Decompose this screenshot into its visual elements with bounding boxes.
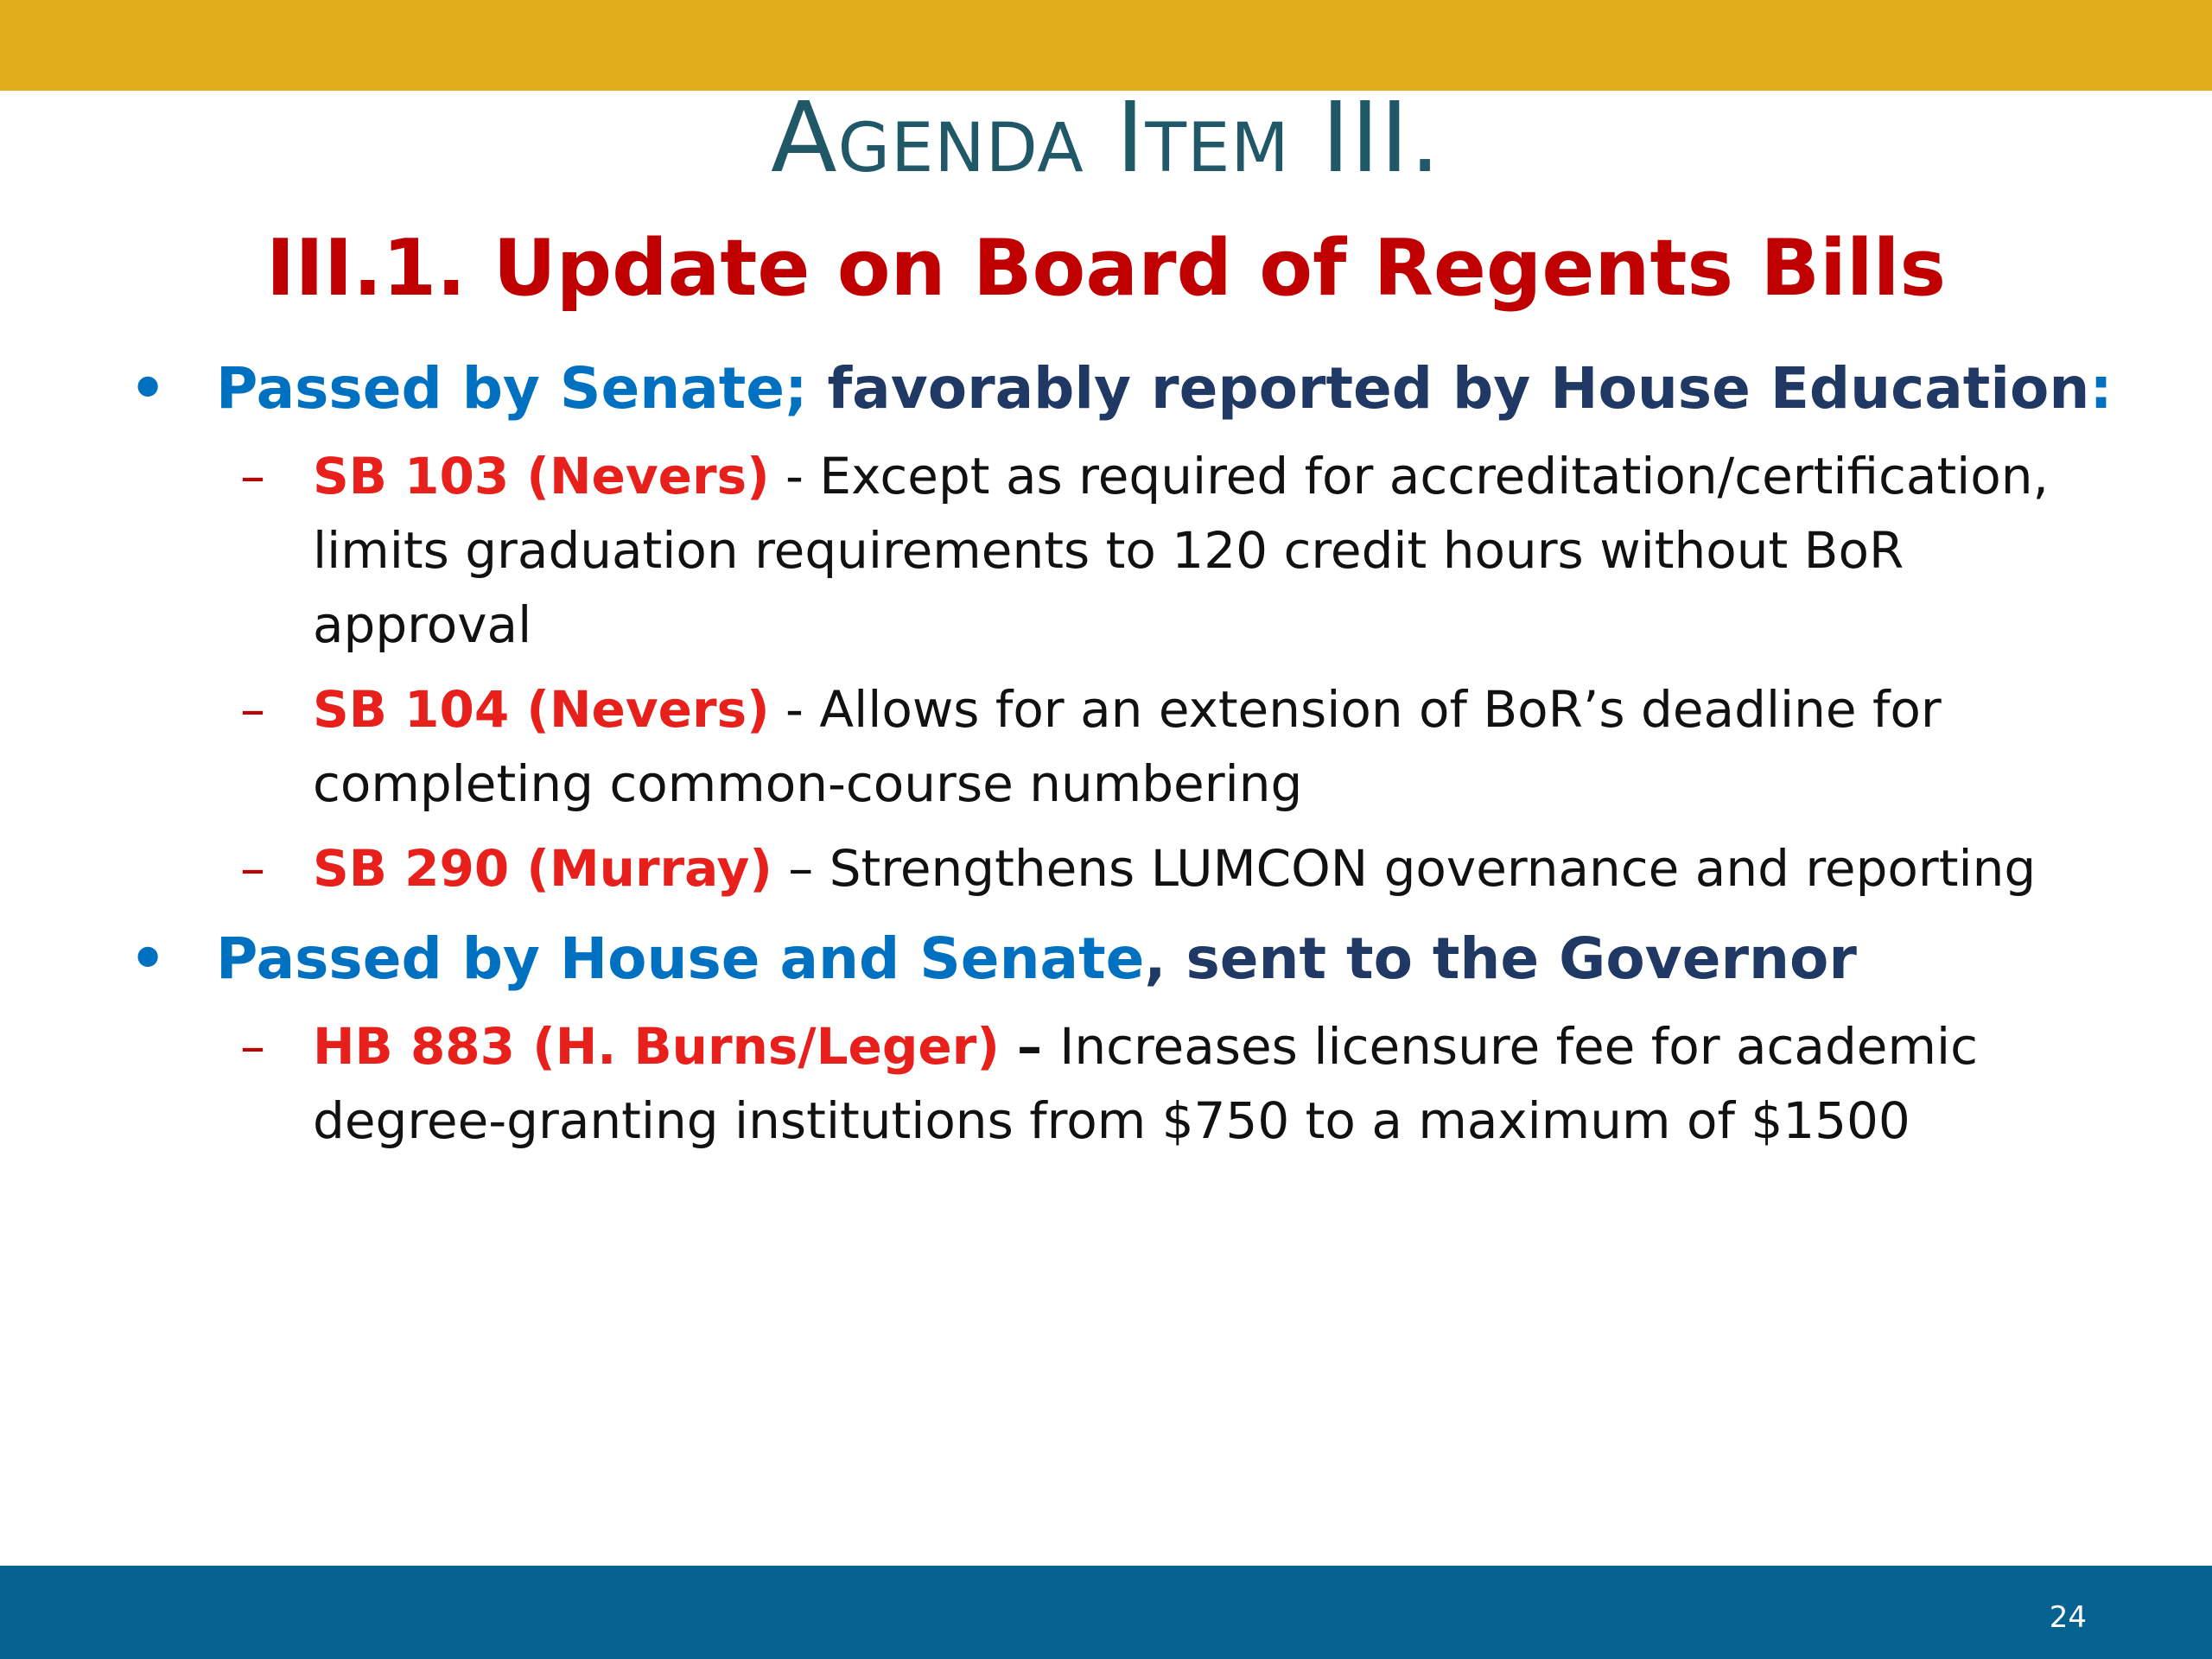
bill-id: SB 104 (Nevers) <box>313 680 770 739</box>
page-number: 24 <box>2049 1600 2087 1635</box>
bullet-icon: • <box>130 925 167 992</box>
bullet-senate <box>130 346 2113 432</box>
dash-icon: – <box>240 447 265 505</box>
bullet-senate-status: Passed by Senate; <box>216 355 808 422</box>
bottom-accent-band <box>0 1566 2212 1659</box>
bill-separator: - <box>769 447 820 505</box>
dash-icon: – <box>240 680 265 739</box>
dash-icon: – <box>240 1017 265 1076</box>
bill-separator: - <box>769 680 820 739</box>
bullet-group-governor <box>130 916 2091 1158</box>
bullet-governor-destination: , sent to the Governor <box>1144 925 1857 992</box>
bill-id: SB 103 (Nevers) <box>313 447 770 505</box>
bullet-icon: • <box>130 355 167 422</box>
slide-subtitle: III.1. Update on Board of Regents Bills <box>265 223 1947 314</box>
dash-icon: – <box>240 839 265 898</box>
bill-id: SB 290 (Murray) <box>313 839 772 898</box>
bill-description: Except as required for accreditation/certification, limits graduation requirements to 120 credit hours without BoR approval <box>313 447 2049 654</box>
bill-separator: – <box>999 1017 1060 1076</box>
bullet-governor <box>130 916 2091 1002</box>
bill-id: HB 883 (H. Burns/Leger) <box>313 1017 1000 1076</box>
bill-description: Allows for an extension of BoR’s deadline for completing common-course numbering <box>313 680 1942 813</box>
bill-separator: – <box>772 839 830 898</box>
bill-item-hb883 <box>130 1009 2091 1158</box>
bill-description: Strengthens LUMCON governance and reporting <box>829 839 2037 898</box>
slide-title: Agenda Item III. <box>771 82 1441 194</box>
bill-item-sb290 <box>130 831 2091 906</box>
top-accent-band <box>0 0 2212 91</box>
slide-content <box>130 346 2113 1168</box>
bullet-group-senate <box>130 346 2113 906</box>
bullet-governor-status: Passed by House and Senate <box>216 925 1145 992</box>
bullet-senate-committee: favorably reported by House Education <box>807 355 2090 422</box>
bullet-senate-colon: : <box>2089 355 2113 422</box>
bill-item-sb103 <box>130 439 2091 662</box>
bill-description: Increases licensure fee for academic degree-granting institutions from $750 to a maximum of $1500 <box>313 1017 1978 1150</box>
bill-item-sb104 <box>130 672 2091 821</box>
